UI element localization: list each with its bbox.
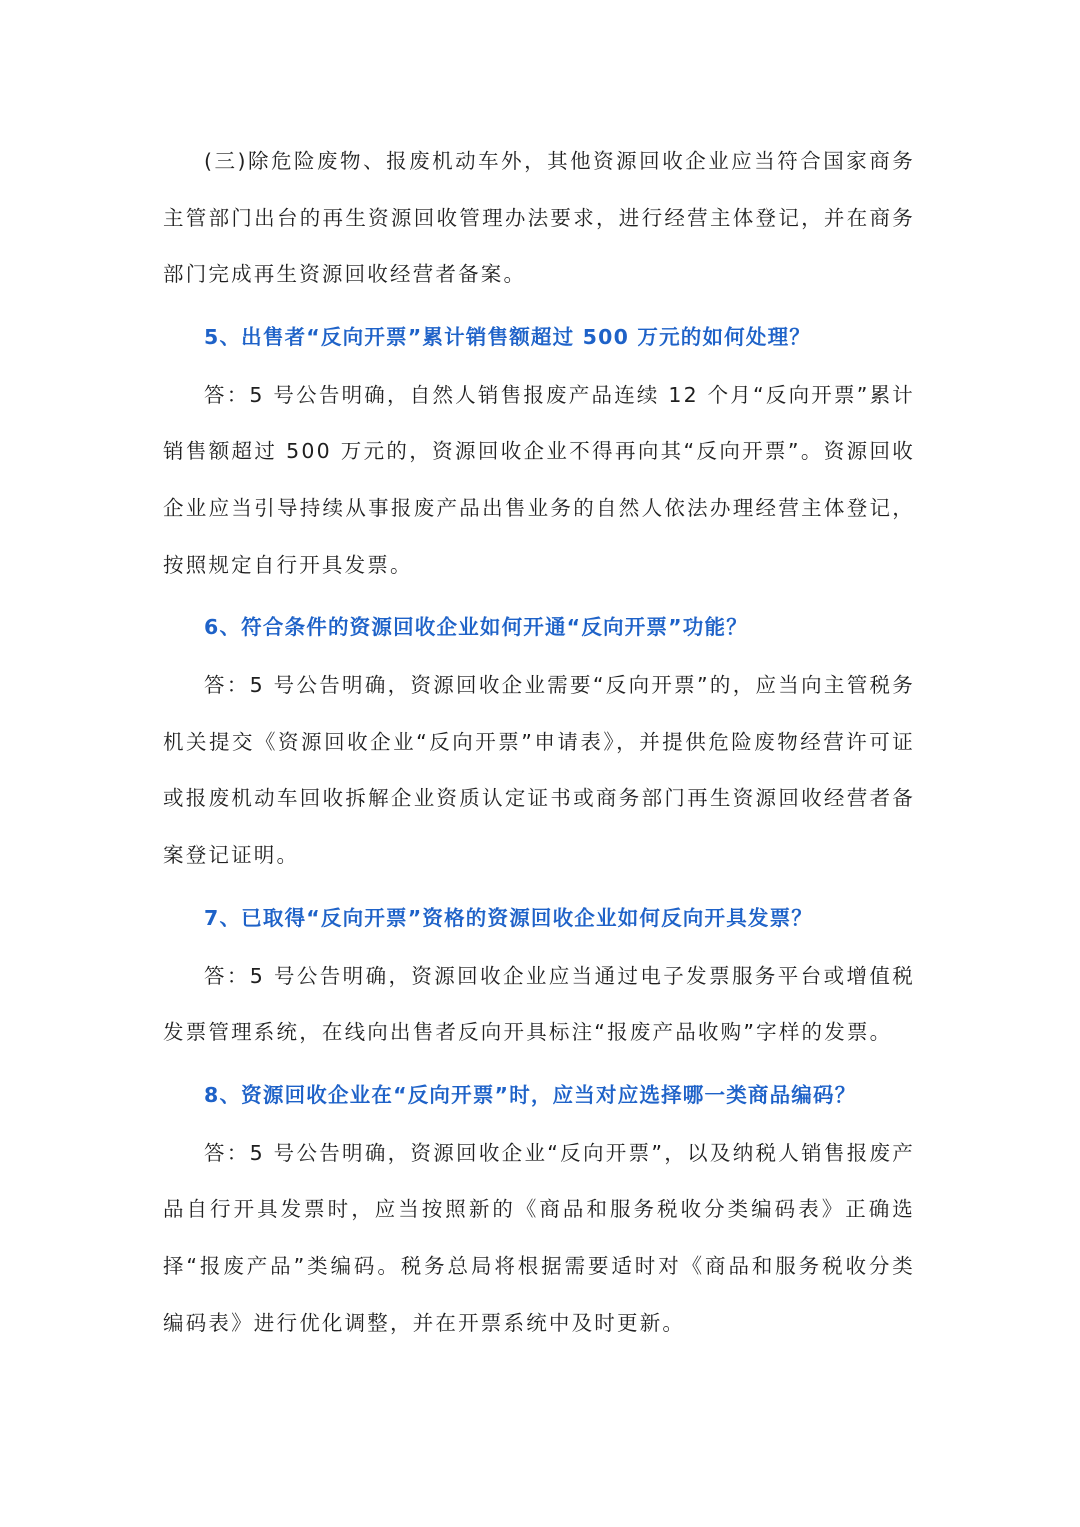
question-5-heading: 5、出售者“反向开票”累计销售额超过 500 万元的如何处理？ (204, 324, 811, 349)
document-page (163, 133, 915, 1351)
question-5-answer: 答：5 号公告明确，自然人销售报废产品连续 12 个月“反向开票”累计销售额超过 500 万元的，资源回收企业不得再向其“反向开票”。资源回收企业应当引导持续从事报废产品出售业务的自然人依法办理经营主体登记，按照规定自行开具发票。 (163, 382, 915, 577)
question-8-heading: 8、资源回收企业在“反向开票”时，应当对应选择哪一类商品编码？ (204, 1082, 857, 1107)
question-6-answer: 答：5 号公告明确，资源回收企业需要“反向开票”的，应当向主管税务机关提交《资源回收企业“反向开票”申请表》，并提供危险废物经营许可证或报废机动车回收拆解企业资质认定证书或商务部门再生资源回收经营者备案登记证明。 (163, 673, 915, 867)
question-7-heading: 7、已取得“反向开票”资格的资源回收企业如何反向开具发票？ (204, 905, 814, 930)
question-8-answer: 答：5 号公告明确，资源回收企业“反向开票”，以及纳税人销售报废产品自行开具发票时，应当按照新的《商品和服务税收分类编码表》正确选择“报废产品”类编码。税务总局将根据需要适时对《商品和服务税收分类编码表》进行优化调整，并在开票系统中及时更新。 (163, 1140, 915, 1335)
question-7-answer: 答：5 号公告明确，资源回收企业应当通过电子发票服务平台或增值税发票管理系统，在线向出售者反向开具标注“报废产品收购”字样的发票。 (163, 963, 915, 1045)
paragraph-item-3: (三)除危险废物、报废机动车外，其他资源回收企业应当符合国家商务主管部门出台的再生资源回收管理办法要求，进行经营主体登记，并在商务部门完成再生资源回收经营者备案。 (163, 149, 915, 287)
question-6-heading: 6、符合条件的资源回收企业如何开通“反向开票”功能？ (204, 615, 748, 640)
